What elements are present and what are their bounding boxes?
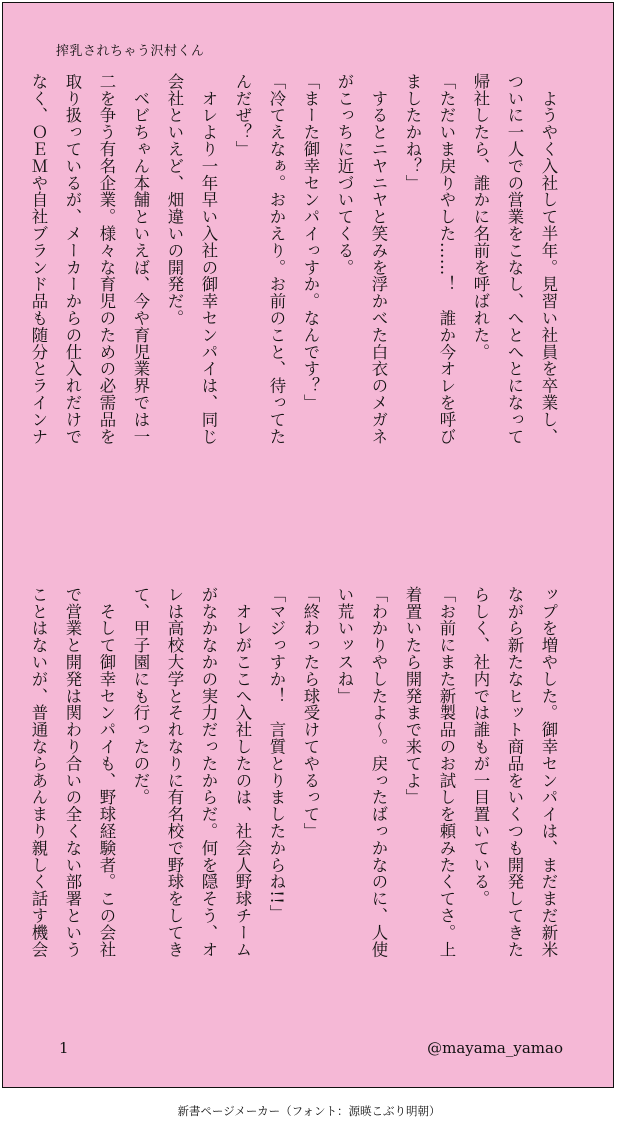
- text-line: そして御幸センパイも、野球経験者。この会社: [97, 586, 116, 958]
- text-line: で営業と開発は関わり合いの全くない部署という: [63, 586, 82, 958]
- text-line: 帰社したら、誰かに名前を呼ばれた。: [471, 73, 490, 361]
- footer-credit: 新書ページメーカー（フォント：源暎こぶり明朝）: [177, 1104, 441, 1118]
- upper-text-block: [29, 73, 565, 521]
- text-line: 「お前にまた新製品のお試しを頼みたくてさ。上: [437, 586, 456, 958]
- text-line: らしく、社内では誰もが一目置いている。: [471, 586, 490, 908]
- text-line: ベビちゃん本舗といえば、今や育児業界では一: [131, 73, 150, 445]
- text-line: ようやく入社して半年。見習い社員を卒業し、: [539, 73, 558, 445]
- text-line: ップを増やした。御幸センパイは、まだまだ新米: [539, 586, 558, 958]
- text-line: 「冷てえなぁ。おかえり。お前のこと、待ってた: [267, 73, 286, 445]
- text-line: 「終わったら球受けてやるって」: [301, 586, 320, 840]
- text-line: 会社といえど、畑違いの開発だ。: [165, 73, 184, 327]
- text-line: 「ただいま戻りやした……！ 誰か今オレを呼び: [437, 73, 456, 445]
- text-line: レは高校大学とそれなりに有名校で野球をしてき: [165, 586, 184, 958]
- text-line: 二を争う有名企業。様々な育児のための必需品を: [97, 73, 116, 445]
- page-title: 搾乳されちゃう沢村くん: [56, 44, 205, 59]
- text-line: がこっちに近づいてくる。: [335, 73, 354, 276]
- novel-page: [2, 2, 614, 1088]
- text-line: オレより一年早い入社の御幸センパイは、同じ: [199, 73, 218, 445]
- text-line: んだぜ？」: [233, 73, 252, 158]
- text-line: 取り扱っているが、メーカーからの仕入れだけで: [63, 73, 82, 445]
- page-number: 1: [59, 1039, 69, 1057]
- text-line: オレがここへ入社したのは、社会人野球チーム: [233, 586, 252, 958]
- text-line: い荒いッスね」: [335, 586, 354, 705]
- text-line: ことはないが、普通ならあんまり親しく話す機会: [29, 586, 48, 958]
- text-line: 「わかりやしたよ～。戻ったばっかなのに、人使: [369, 586, 388, 958]
- text-line: するとニヤニヤと笑みを浮かべた白衣のメガネ: [369, 73, 388, 445]
- text-line: がなかなかの実力だったからだ。何を隠そう、オ: [199, 586, 218, 958]
- text-line: ながら新たなヒット商品をいくつも開発してきた: [505, 586, 524, 958]
- text-line: て、甲子園にも行ったのだ。: [131, 586, 150, 806]
- text-line: 「マジっすか！ 言質とりましたからね!!」: [267, 586, 286, 922]
- lower-text-block: [29, 586, 565, 1006]
- text-line: ましたかね？」: [403, 73, 422, 192]
- text-line: ついに一人での営業をこなし、へとへとになって: [505, 73, 524, 445]
- text-line: なく、ＯＥＭや自社ブランド品も随分とラインナ: [29, 73, 48, 445]
- text-line: 「まーた御幸センパイっすか。なんです？」: [301, 73, 320, 411]
- text-line: 着置いたら開発まで来てよ」: [403, 586, 422, 806]
- author-handle: @mayama_yamao: [427, 1039, 563, 1057]
